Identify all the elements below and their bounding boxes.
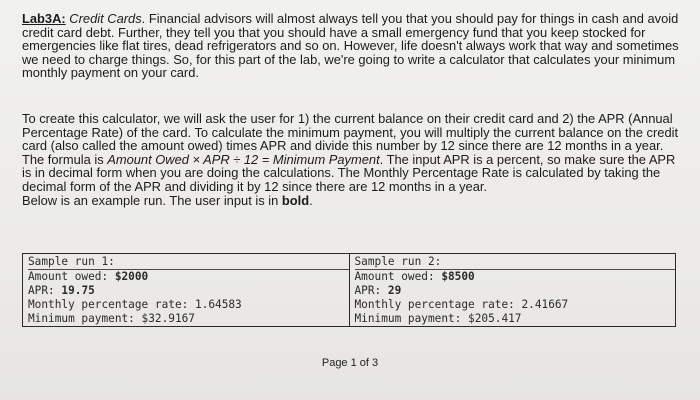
apr-label: APR: <box>28 284 62 298</box>
minimum-payment-line: Minimum payment: $32.9167 <box>28 312 195 326</box>
lab-subject: Credit Cards <box>69 11 142 26</box>
monthly-rate-line: Monthly percentage rate: 2.41667 <box>354 298 569 312</box>
lab-title: Lab3A: <box>22 11 66 26</box>
instructions-paragraph <box>22 112 682 207</box>
sample-run-1 <box>23 254 349 326</box>
intro-paragraph <box>22 12 682 80</box>
apr-line <box>355 284 676 298</box>
intro-text: . Financial advisors will almost always tell you that you should pay for things in cash and avoid credit card debt. Further, they tell you that you should have a small emergency fund that you keep stocked for emergencies like flat tires, dead refrigerators and so on. However, life doesn't always work that way and sometimes we need to charge things. So, for this part of the lab, we're going to write a calculator that calculates your minimum monthly payment on your card. <box>22 11 679 81</box>
instructions-text-b: . The input APR is a percent, so make sure the APR is in decimal form when you are doing the calculations. The Monthly Percentage Rate is calculated by taking the decimal form of the APR and dividing it by 12 since there are 12 months in a year. <box>22 151 676 194</box>
instructions-text-a: To create this calculator, we will ask the user for 1) the current balance on their credit card and 2) the APR (Annual Percentage Rate) of the card. To calculate the minimum payment, you will multiply the current balance on the credit card (also called the amount owed) times APR and divide this number by 12 since there are 12 months in a year. The formula is <box>22 111 679 167</box>
example-end: . <box>309 192 313 208</box>
apr-line <box>28 284 349 298</box>
amount-owed-label: Amount owed: <box>354 270 442 284</box>
apr-value: 29 <box>387 284 402 298</box>
amount-owed-line <box>355 270 676 284</box>
sample-run-heading: Sample run 1: <box>28 255 349 270</box>
page-number: Page 1 of 3 <box>321 357 379 369</box>
amount-owed-label: Amount owed: <box>28 270 115 284</box>
sample-run-heading: Sample run 2: <box>355 255 676 270</box>
sample-runs-table <box>22 253 676 327</box>
monthly-rate-line: Monthly percentage rate: 1.64583 <box>28 298 242 312</box>
amount-owed-value: $8500 <box>441 270 475 284</box>
amount-owed-value: $2000 <box>114 270 149 284</box>
apr-label: APR: <box>354 284 388 298</box>
example-bold-word: bold <box>281 192 310 208</box>
formula-text: Amount Owed × APR ÷ 12 = Minimum Payment <box>107 151 380 167</box>
example-intro: Below is an example run. The user input is in <box>22 192 282 208</box>
amount-owed-line <box>28 270 349 284</box>
minimum-payment-line: Minimum payment: $205.417 <box>354 312 522 326</box>
apr-value: 19.75 <box>61 284 95 298</box>
sample-run-2 <box>349 254 676 326</box>
